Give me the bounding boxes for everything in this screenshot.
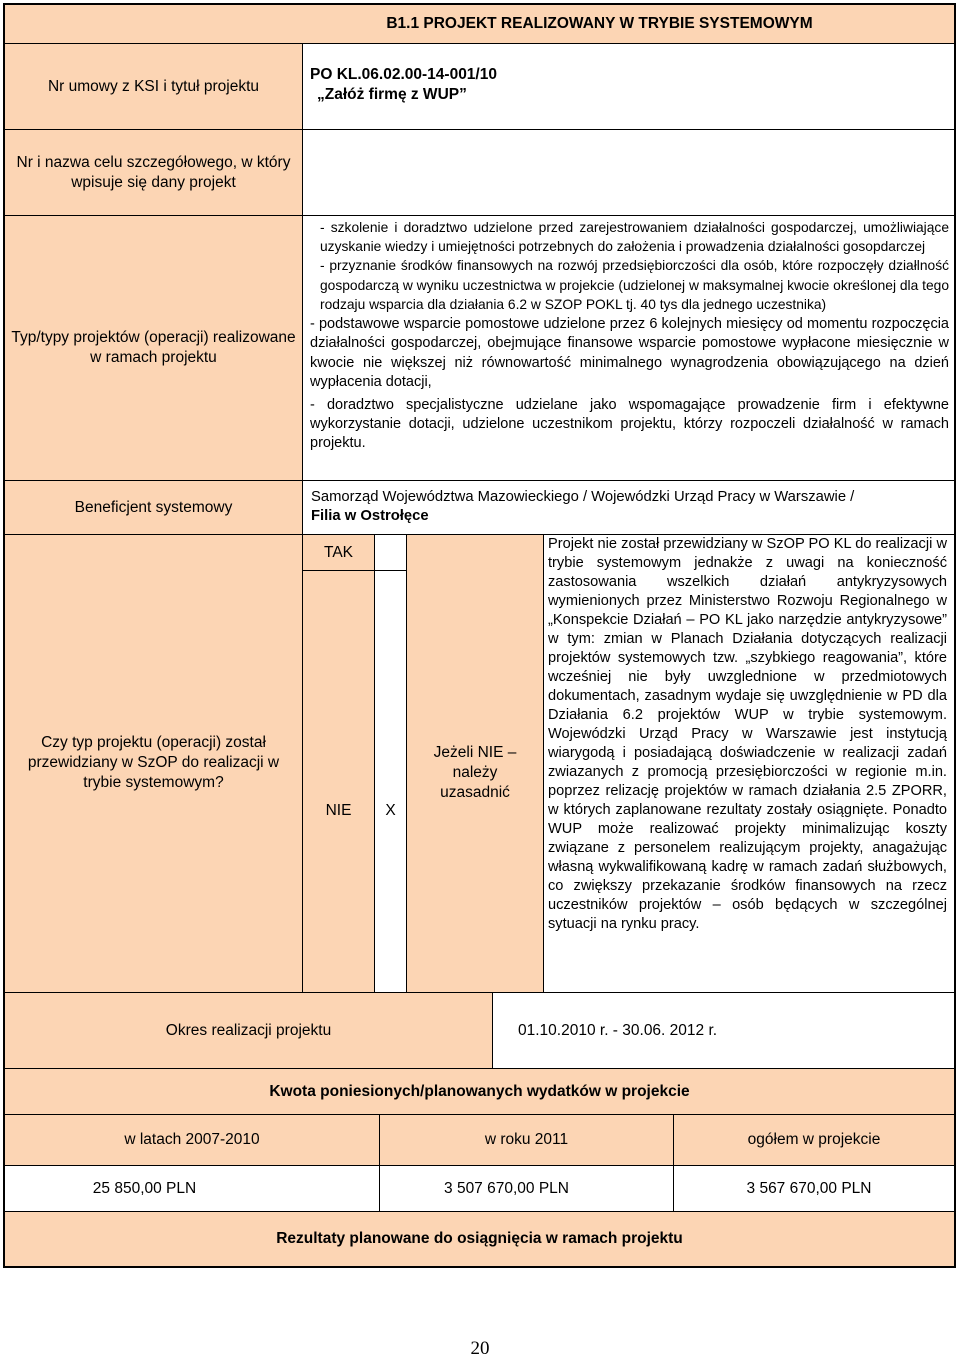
beneficiary-branch: Filia w Ostrołęce bbox=[311, 508, 429, 524]
list-item: - szkolenie i doradztwo udzielone przed zarejestrowaniem działalności gospodarczej, umożliwiające uzyskanie wiedzy i umiejętności potrzebnych do założenia i prowadzenia działalności gosopdarczej bbox=[320, 220, 949, 255]
contract-label: Nr umowy z KSI i tytuł projektu bbox=[47, 77, 260, 95]
no-mark: X bbox=[385, 802, 396, 819]
expenses-header-3 bbox=[674, 1114, 954, 1165]
expenses-header-label: ogółem w projekcie bbox=[747, 1131, 881, 1148]
types-list bbox=[310, 218, 949, 454]
types-value-cell bbox=[303, 216, 954, 480]
expenses-header-2 bbox=[380, 1114, 674, 1165]
expenses-value: 3 507 670,00 PLN bbox=[444, 1179, 569, 1197]
page-number: 20 bbox=[470, 1338, 490, 1359]
period-label: Okres realizacji projektu bbox=[165, 1021, 332, 1039]
expenses-title: Kwota poniesionych/planowanych wydatków w projekcie bbox=[269, 1082, 690, 1100]
no-mark-cell bbox=[375, 571, 407, 993]
expenses-value: 3 567 670,00 PLN bbox=[746, 1179, 872, 1197]
if-no-label-cell bbox=[407, 535, 544, 993]
expenses-value: 25 850,00 PLN bbox=[92, 1179, 197, 1197]
goal-label: Nr i nazwa celu szczegółowego, w który wpisuje się dany projekt bbox=[16, 153, 291, 191]
systemic-label: Czy typ projektu (operacji) został przewidziany w SzOP do realizacji w trybie systemowym? bbox=[27, 734, 280, 791]
yes-label-cell bbox=[303, 535, 375, 571]
beneficiary-value: Samorząd Województwa Mazowieckiego / Wojewódzki Urząd Pracy w Warszawie / bbox=[311, 489, 855, 505]
types-label-cell bbox=[5, 216, 303, 480]
beneficiary-label-cell bbox=[5, 480, 303, 534]
systemic-label-cell bbox=[5, 534, 303, 992]
period-value: 01.10.2010 r. - 30.06. 2012 r. bbox=[518, 1021, 718, 1039]
goal-label-cell bbox=[5, 130, 303, 216]
list-item: - podstawowe wsparcie pomostowe udzielone przez 6 kolejnych miesięcy od momentu rozpoczęcia działalności gospodarczej, obejmujące finansowe wsparcie pomostowe wypłacone miesięcznie w kwocie nie większej niż równowartość minimalnego wynagrodzenia obowiązującego na dzień wypłacenia dotacji, bbox=[310, 316, 949, 391]
project-form bbox=[3, 3, 956, 1268]
goal-value-cell bbox=[303, 130, 954, 216]
expenses-header-label: w latach 2007-2010 bbox=[124, 1131, 260, 1148]
if-no-label: Jeżeli NIE – należy uzasadnić bbox=[433, 744, 517, 801]
expenses-value-3 bbox=[674, 1165, 954, 1211]
expenses-title-cell bbox=[5, 1068, 954, 1114]
yes-label: TAK bbox=[324, 543, 353, 561]
systemic-options bbox=[303, 534, 544, 992]
expenses-value-1 bbox=[5, 1165, 380, 1211]
period-value-cell bbox=[493, 992, 954, 1068]
list-item: - przyznanie środków finansowych na rozwój przedsiębiorczości dla osób, które rozpoczęły działlność gospodarczą w wyniku uczestnictwa w projekcie (udzielonej w maksymalnej kwocie określonej dla tego rodzaju wsparcia dla działania 6.2 w SZOP POKL tj. 40 tys dla jednego uczestnika) bbox=[320, 258, 949, 312]
expenses-value-2 bbox=[380, 1165, 674, 1211]
types-label: Typ/typy projektów (operacji) realizowane w ramach projektu bbox=[11, 329, 296, 366]
contract-title: „Załóż firmę z WUP” bbox=[317, 86, 467, 103]
beneficiary-label: Beneficjent systemowy bbox=[74, 498, 233, 516]
results-title-cell bbox=[5, 1211, 954, 1266]
header-row bbox=[5, 5, 954, 44]
no-label: NIE bbox=[325, 802, 352, 819]
contract-value-cell bbox=[303, 44, 954, 130]
justification-text: Projekt nie został przewidziany w SzOP PO KL do realizacji w trybie systemowym jednakże z uwagi na konieczność zastosowania wszelkich działań antykryzysowych wymienionych przez Ministerstwo Rozwoju Regionalnego w „Konspekcie Działań – PO KL jako narzędzie antykryzysowe” w tym: zmian w Planach Działania dotyczących realizacji projektów systemowych tzw. „szybkiego reagowania”, które wcześniej nie były uwzglednione w przedmiotowych dokumentach, zasadnym wydaje się uwzględnienie w PD dla Działania 6.2 projektów WUP w trybie systemowym. Wojewódzki Urząd Pracy w Warszawie jest instytucją wiarygodą i posiadającą doświadczenie w realizacji zadań zwiazanych z promocją przesiębiorczości w regionie m.in. poprzez relizację projektów w ramach działania 2.5 ZPORR, w których zaplanowane rezultaty zostały osiągnięte. Ponadto WUP może realizować projekty minimalizując koszty związane z personelem realizującym projekty, anagażując własną wykwalifikowaną kadrę w ramach zadań służbowych, co zwiększy przekazanie środków finansowych na rzecz uczestników projektów – osób będących w szczególnej sytuacji na rynku pracy. bbox=[548, 536, 947, 932]
list-item: - doradztwo specjalistyczne udzielane jako wspomagające prowadzenie firm i efektywne wykorzystanie dotacji, udzielone uczestnikom projektu, którzy rozpoczeli działalność w ramach projektu. bbox=[310, 396, 949, 452]
period-label-cell bbox=[5, 992, 493, 1068]
yes-mark-cell bbox=[375, 535, 407, 571]
justification-cell bbox=[544, 534, 954, 992]
beneficiary-value-cell bbox=[303, 480, 954, 534]
contract-number: PO KL.06.02.00-14-001/10 bbox=[310, 66, 497, 83]
results-title: Rezultaty planowane do osiągnięcia w ramach projektu bbox=[276, 1230, 683, 1247]
expenses-header-label: w roku 2011 bbox=[484, 1131, 569, 1148]
contract-label-cell bbox=[5, 44, 303, 130]
form-title: B1.1 PROJEKT REALIZOWANY W TRYBIE SYSTEMOWYM bbox=[386, 15, 813, 32]
expenses-header-1 bbox=[5, 1114, 380, 1165]
no-label-cell bbox=[303, 571, 375, 993]
